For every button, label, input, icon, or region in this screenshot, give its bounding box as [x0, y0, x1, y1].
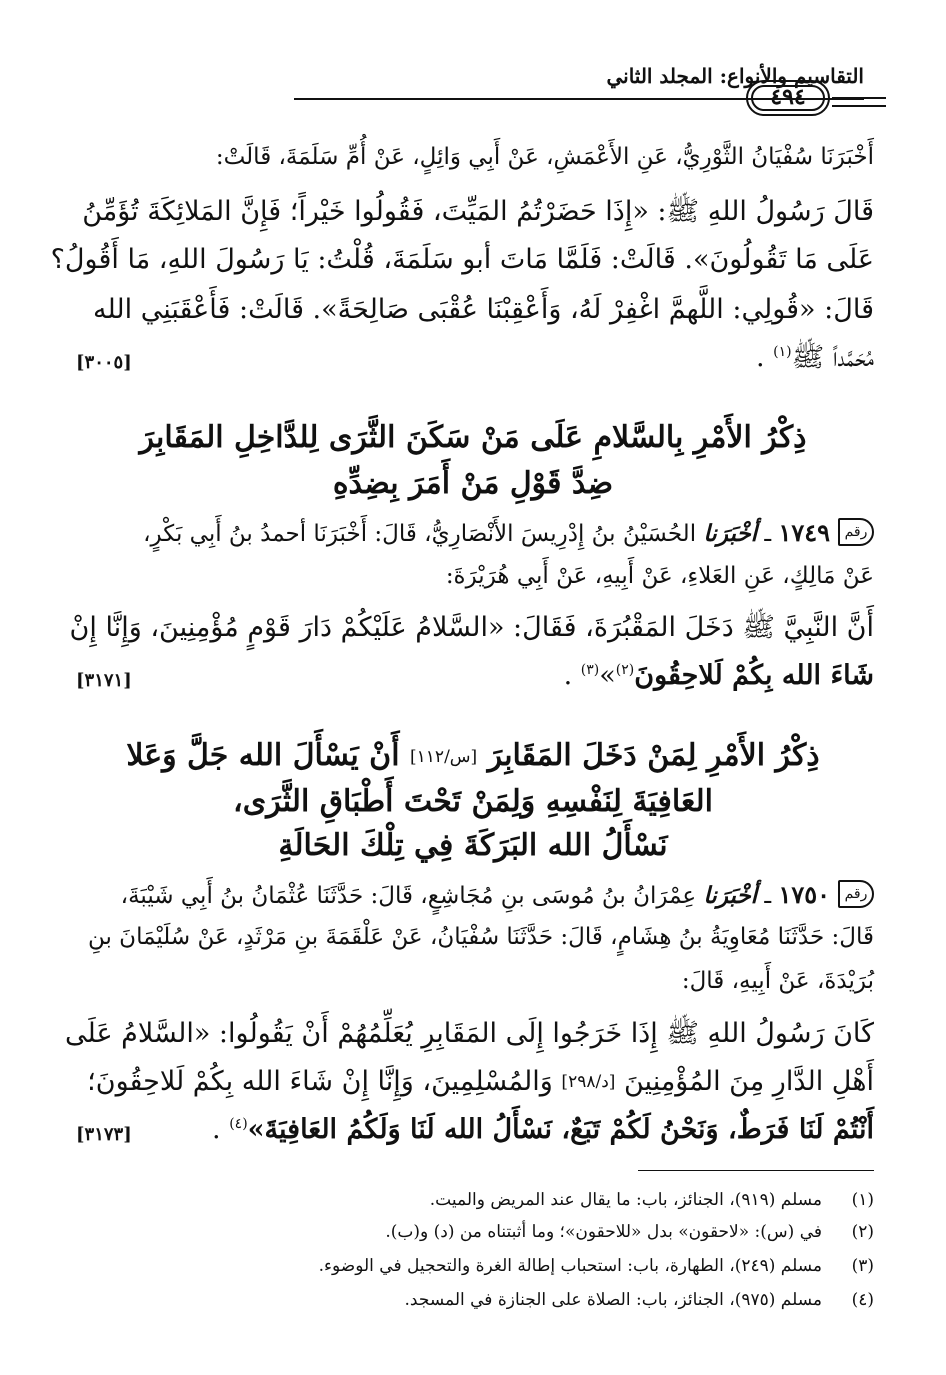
- footnote-text: مسلم (٩١٩)، الجنائز، باب: ما يقال عند المريض والميت.: [429, 1190, 822, 1210]
- akhbarana-word: أخْبَرَنا: [703, 520, 758, 547]
- hadith-number-badge: [838, 518, 874, 546]
- hadith-number: ١٧٥٠: [778, 880, 830, 909]
- footnote: [405, 1290, 874, 1310]
- chain-text: عَنْ مَالِكٍ، عَنِ العَلاءِ، عَنْ أَبِيهِ، عَنْ أَبِي هُرَيْرَةَ:: [445, 563, 874, 589]
- footnote-text: مسلم (٢٤٩)، الطهارة، باب: استحباب إطالة الغرة والتحجيل في الوضوء.: [318, 1256, 822, 1276]
- badge-label: رقم: [844, 886, 868, 902]
- hadith-text-end: أَنْتُمْ لَنَا فَرَطٌ، وَنَحْنُ لَكُمْ تَبَعٌ، نَسْأَلُ الله لَنَا وَلَكُمُ العَافِيَةَ»: [247, 1114, 874, 1145]
- hadith-text-line: أَنْتُمْ لَنَا فَرَطٌ، وَنَحْنُ لَكُمْ تَبَعٌ، نَسْأَلُ الله لَنَا وَلَكُمُ العَافِيَةَ»$^{(٤)}$ .: [212, 1114, 874, 1145]
- hadith-text-line: كَانَ رَسُولُ اللهِ ﷺ إِذَا خَرَجُوا إِلَى المَقَابِرِ يُعَلِّمُهُمْ أَنْ يَقُولُوا: «السَّلامُ عَلَى: [65, 1018, 874, 1049]
- hadith-text: أَهْلِ الدَّارِ مِنَ المُؤْمِنِينَ: [624, 1066, 874, 1097]
- hadith-text: وَالمُسْلِمِينَ، وَإِنَّا إِنْ شَاءَ الله بِكُمْ لَلاحِقُونَ؛: [87, 1066, 553, 1097]
- section-heading: [60, 738, 886, 773]
- hadith-text-line: [87, 1068, 874, 1095]
- footnote-marker: (٣): [580, 662, 600, 678]
- header-rule-double: [832, 97, 886, 107]
- hadith-number-badge: [838, 880, 874, 908]
- footnote-text: في (س): «لاحقون» بدل «للاحقون»؛ وما أثبتناه من (د) و(ب).: [385, 1222, 822, 1242]
- hadith-number: ١٧٤٩: [778, 518, 830, 547]
- hadith-text-end: مُحَمَّداً ﷺ: [791, 342, 874, 373]
- footnote-number: (٤): [851, 1290, 874, 1310]
- hadith-reference: [٣٠٠٥]: [76, 352, 132, 373]
- footnote: [385, 1222, 874, 1242]
- footnote-marker: (٢): [615, 662, 635, 678]
- hadith-text-line: شَاءَ الله بِكُمْ لَلاحِقُونَ$^{(٢)}$»$^{(٣)}$ .: [563, 660, 874, 691]
- heading-text: ذِكْرُ الأَمْرِ لِمَنْ دَخَلَ المَقَابِرَ: [487, 738, 820, 773]
- hadith-text-end: شَاءَ الله بِكُمْ لَلاحِقُونَ: [634, 660, 874, 691]
- section-heading: نَسْأَلُ الله البَرَكَةَ فِي تِلْكَ الحَالَةِ: [278, 828, 668, 863]
- footnote: [319, 1256, 874, 1276]
- manuscript-ref: [س/١١٢]: [410, 747, 478, 767]
- chain-text: بُرَيْدَةَ، عَنْ أَبِيهِ، قَالَ:: [681, 968, 874, 994]
- hadith-reference: [٣١٧١]: [76, 670, 132, 691]
- footnote-marker: (١): [773, 344, 792, 360]
- section-heading: ذِكْرُ الأَمْرِ بِالسَّلامِ عَلَى مَنْ سَكَنَ الثَّرَى لِلدَّاخِلِ المَقَابِرَ: [139, 420, 807, 455]
- manuscript-ref: [د/٢٩٨]: [561, 1072, 616, 1092]
- footnote-text: مسلم (٩٧٥)، الجنائز، باب: الصلاة على الجنازة في المسجد.: [404, 1290, 822, 1310]
- footnote-number: (٣): [851, 1256, 874, 1276]
- hadith-chain-line: ١٧٥٠ ـ أخْبَرَنا عِمْرَانُ بنُ مُوسَى بنِ مُجَاشِعٍ، قَالَ: حَدَّثَنَا عُثْمَانُ بنُ أَبِي شَيْبَةَ،: [120, 880, 830, 909]
- footnote-marker: (٤): [229, 1116, 248, 1132]
- chain-text: الحُسَيْنُ بنُ إِدْرِيسَ الأَنْصَارِيُّ، قَالَ: أَخْبَرَنَا أحمدُ بنُ أَبِي بَكْرٍ،: [143, 521, 697, 547]
- running-title: التقاسيم والأنواع: المجلد الثاني: [606, 64, 864, 88]
- footnote-number: (٢): [851, 1222, 874, 1242]
- footnote: [430, 1190, 874, 1210]
- chain-text: عِمْرَانُ بنُ مُوسَى بنِ مُجَاشِعٍ، قَالَ: حَدَّثَنَا عُثْمَانُ بنُ أَبِي شَيْبَةَ،: [120, 883, 697, 909]
- hadith-chain-line: ١٧٤٩ ـ أخْبَرَنا الحُسَيْنُ بنُ إِدْرِيسَ الأَنْصَارِيُّ، قَالَ: أَخْبَرَنَا أحمدُ بنُ أَبِي بَكْرٍ،: [143, 518, 830, 547]
- hadith-text-line: أَنَّ النَّبِيَّ ﷺ دَخَلَ المَقْبُرَةَ، فَقَالَ: «السَّلامُ عَلَيْكُمْ دَارَ قَوْمٍ مُؤْمِنِينَ، وَإِنَّا إِنْ: [69, 612, 874, 643]
- akhbarana-word: أخْبَرَنا: [703, 882, 758, 909]
- chain-text: قَالَ: حَدَّثَنَا مُعَاوِيَةُ بنُ هِشَامٍ، قَالَ: حَدَّثَنَا سُفْيَانُ، عَنْ عَلْقَمَةَ بنِ مَرْثَدٍ، عَنْ سُلَيْمَانَ بنِ: [87, 924, 874, 950]
- badge-label: رقم: [844, 524, 868, 540]
- hadith-text-line: قَالَ: «قُولِي: اللَّهمَّ اغْفِرْ لَهُ، وَأَعْقِبْنَا عُقْبَى صَالِحَةً». قَالَتْ: فَأَعْقَبَنِي الله: [93, 294, 874, 325]
- footnote-number: (١): [851, 1190, 874, 1210]
- section-heading: ضِدَّ قَوْلِ مَنْ أَمَرَ بِضِدِّهِ: [332, 466, 614, 501]
- hadith-reference: [٣١٧٣]: [76, 1124, 132, 1145]
- page-number: ٤٩٤: [770, 84, 806, 110]
- hadith-text-line: عَلَى مَا تَقُولُونَ». قَالَتْ: فَلَمَّا مَاتَ أبو سَلَمَةَ، قُلْتُ: يَا رَسُولَ اللهِ، مَا أَقُولُ؟: [50, 244, 874, 275]
- section-heading: العَافِيَةَ لِنَفْسِهِ وَلِمَنْ تَحْتَ أَطْبَاقِ الثَّرَى،: [233, 784, 713, 819]
- hadith-text-line: مُحَمَّداً ﷺ$^{(١)}$ .: [755, 342, 874, 373]
- footnote-rule: [638, 1170, 874, 1171]
- heading-text: أَنْ يَسْأَلَ الله جَلَّ وَعَلا: [126, 738, 400, 773]
- chain-text: أَخْبَرَنَا سُفْيَانُ الثَّوْرِيُّ، عَنِ الأَعْمَشِ، عَنْ أَبِي وَائِلٍ، عَنْ أُمِّ سَلَمَةَ، قَالَتْ:: [215, 144, 874, 170]
- hadith-text-line: قَالَ رَسُولُ اللهِ ﷺ: «إِذَا حَضَرْتُمُ المَيِّتَ، فَقُولُوا خَيْراً؛ فَإِنَّ المَلائِكَةَ تُؤَمِّنُ: [82, 196, 874, 227]
